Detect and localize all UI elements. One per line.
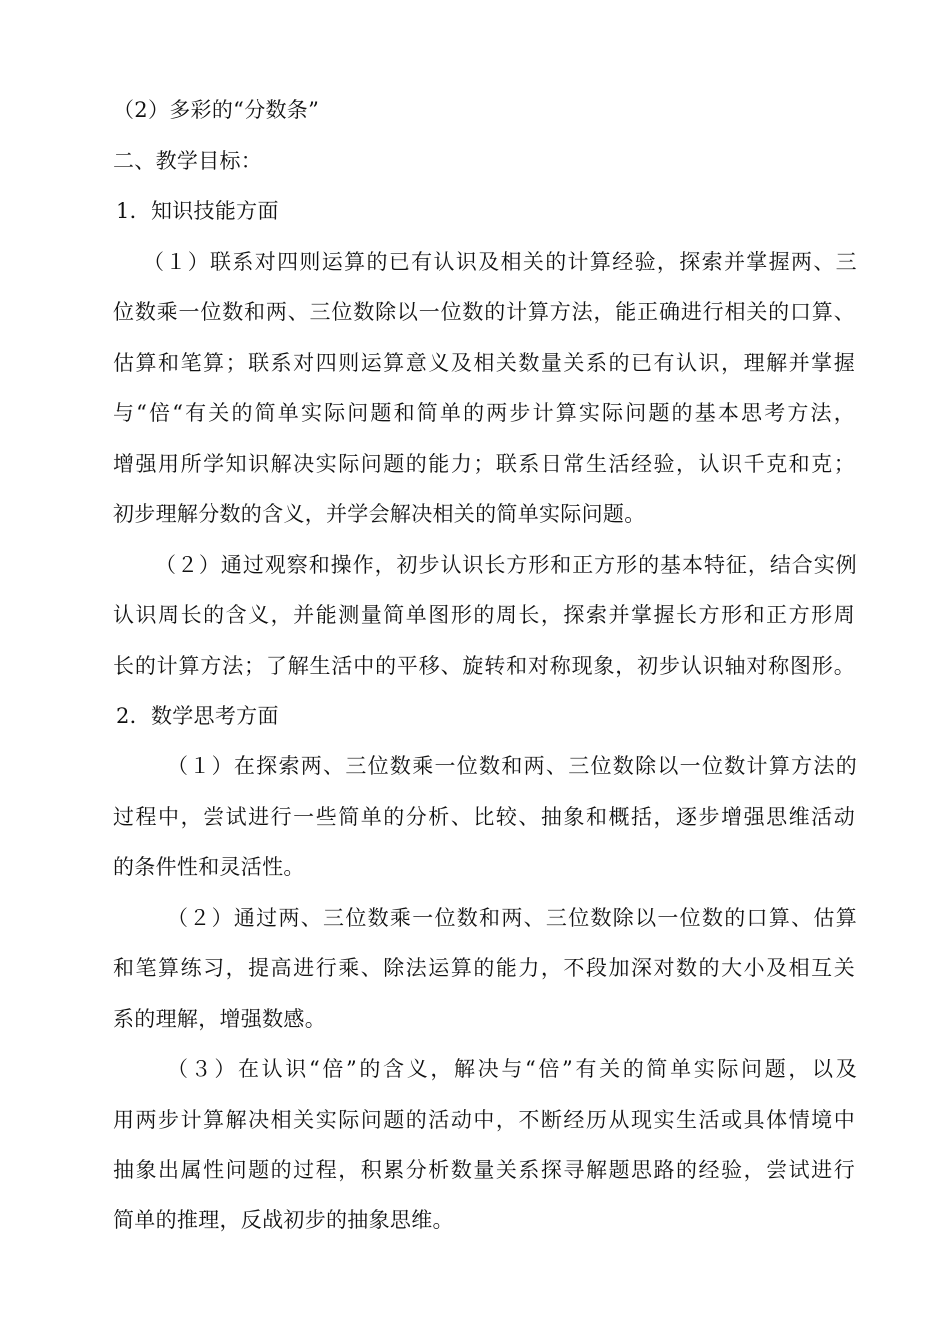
paragraph-1-line-1: （１）联系对四则运算的已有认识及相关的计算经验，探索并掌握两、三	[143, 250, 857, 274]
paragraph-1-line-4: 与“倍“有关的简单实际问题和简单的两步计算实际问题的基本思考方法，	[113, 401, 855, 425]
item-colorful-fraction-strip: （2）多彩的“分数条”	[113, 98, 320, 122]
paragraph-4-line-1: （２）通过两、三位数乘一位数和两、三位数除以一位数的口算、估算	[167, 906, 857, 930]
paragraph-5-line-4: 简单的推理，反战初步的抽象思维。	[113, 1208, 454, 1232]
section-heading-teaching-goals: 二、教学目标：	[113, 149, 263, 173]
paragraph-2-line-2: 认识周长的含义，并能测量简单图形的周长，探索并掌握长方形和正方形周	[113, 603, 855, 627]
paragraph-5-line-3: 抽象出属性问题的过程，积累分析数量关系探寻解题思路的经验，尝试进行	[113, 1158, 855, 1182]
paragraph-4-line-3: 系的理解，增强数感。	[113, 1007, 326, 1031]
paragraph-1-line-2: 位数乘一位数和两、三位数除以一位数的计算方法，能正确进行相关的口算、	[113, 300, 855, 324]
paragraph-5-line-1: （３）在认识“倍”的含义，解决与“倍”有关的简单实际问题，以及	[167, 1057, 857, 1081]
paragraph-1-line-3: 估算和笔算；联系对四则运算意义及相关数量关系的已有认识，理解并掌握	[113, 351, 855, 375]
paragraph-3-line-3: 的条件性和灵活性。	[113, 855, 305, 879]
paragraph-5-line-2: 用两步计算解决相关实际问题的活动中，不断经历从现实生活或具体情境中	[113, 1108, 855, 1132]
subheading-knowledge-skills: 1．知识技能方面	[116, 199, 279, 223]
paragraph-4-line-2: 和笔算练习，提高进行乘、除法运算的能力，不段加深对数的大小及相互关	[113, 956, 855, 980]
paragraph-2-line-3: 长的计算方法；了解生活中的平移、旋转和对称现象，初步认识轴对称图形。	[113, 654, 855, 678]
paragraph-3-line-1: （１）在探索两、三位数乘一位数和两、三位数除以一位数计算方法的	[167, 754, 857, 778]
paragraph-2-line-1: （２）通过观察和操作，初步认识长方形和正方形的基本特征，结合实例	[155, 553, 857, 577]
paragraph-1-line-5: 增强用所学知识解决实际问题的能力；联系日常生活经验，认识千克和克；	[113, 452, 855, 476]
subheading-math-thinking: 2．数学思考方面	[116, 704, 279, 728]
paragraph-3-line-2: 过程中，尝试进行一些简单的分析、比较、抽象和概括，逐步增强思维活动	[113, 805, 855, 829]
paragraph-1-line-6: 初步理解分数的含义，并学会解决相关的简单实际问题。	[113, 502, 646, 526]
